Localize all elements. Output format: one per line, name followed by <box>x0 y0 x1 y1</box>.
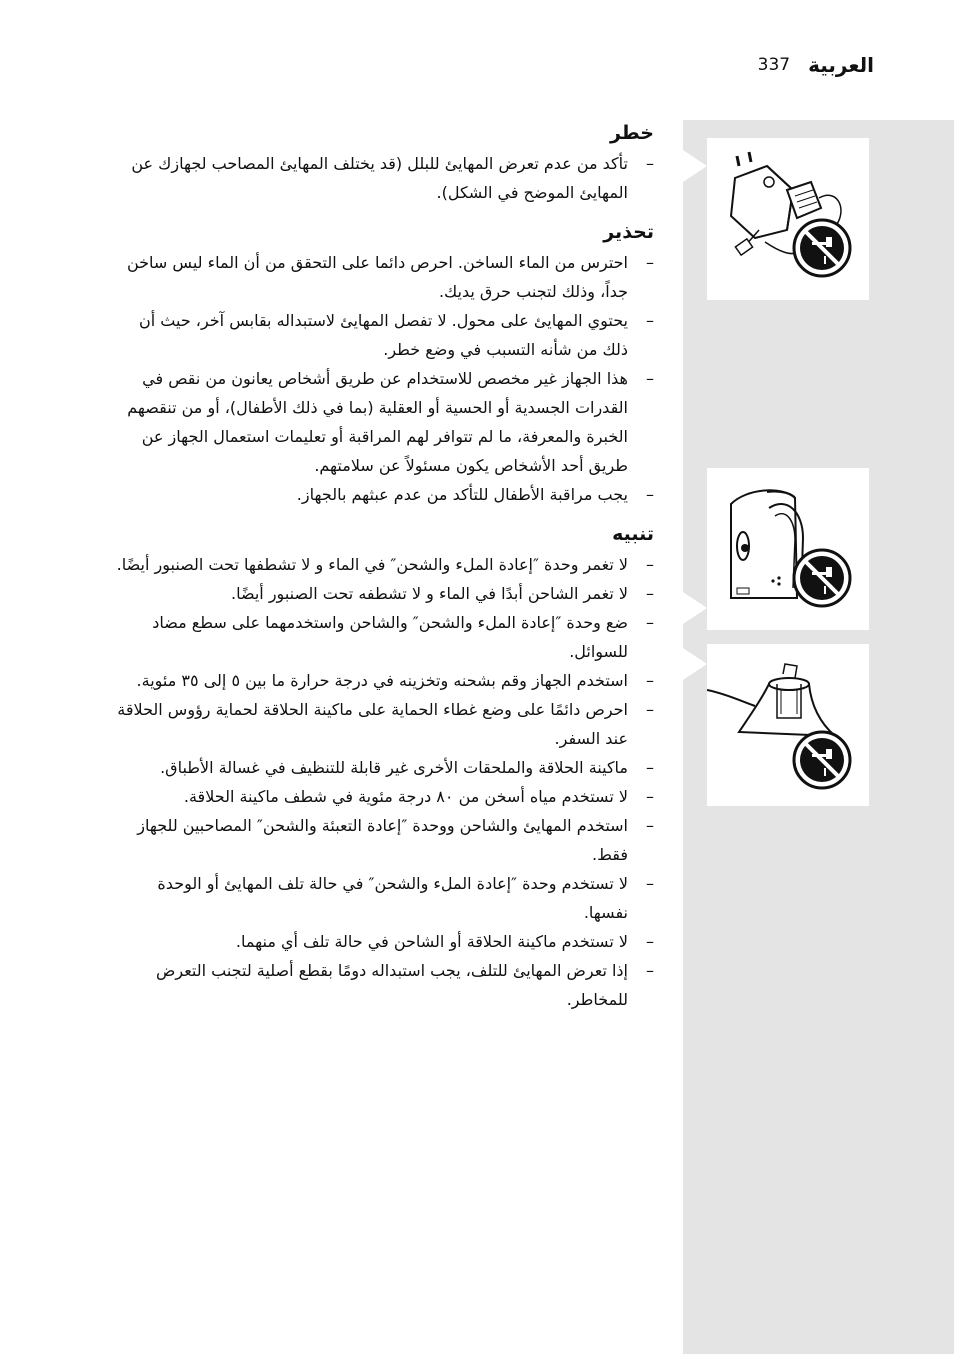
warning-list <box>109 248 654 509</box>
list-item: – إذا تعرض المهايئ للتلف، يجب استبداله دومًا بقطع أصلية لتجنب التعرض للمخاطر. <box>109 956 654 1014</box>
list-item: – هذا الجهاز غير مخصص للاستخدام عن طريق أشخاص يعانون من نقص في القدرات الجسدية أو الحسية أو العقلية (بما في ذلك الأطفال)، أو من تنقصهم الخبرة والمعرفة، ما لم تتوافر لهم المراقبة أو تعليمات استعمال الجهاز عن طريق أحد الأشخاص يكون مسئولاً عن سلامتهم. <box>109 364 654 480</box>
pointer-arrow-caution-1 <box>683 592 707 624</box>
list-item: – استخدم الجهاز وقم بشحنه وتخزينه في درجة حرارة ما بين ٥ إلى ٣٥ مئوية. <box>109 666 654 695</box>
page-number: 337 <box>757 55 791 75</box>
adapter-no-water-icon <box>707 138 869 300</box>
language-title: العربية <box>808 53 874 77</box>
list-item: – يحتوي المهايئ على محول. لا تفصل المهايئ لاستبداله بقابس آخر، حيث أن ذلك من شأنه التسبب في وضع خطر. <box>109 306 654 364</box>
list-item: – لا تستخدم وحدة ″إعادة الملء والشحن″ في حالة تلف المهايئ أو الوحدة نفسها. <box>109 869 654 927</box>
figure-refill-unit <box>707 468 869 630</box>
list-item: – احرص دائمًا على وضع غطاء الحماية على ماكينة الحلاقة لحماية رؤوس الحلاقة عند السفر. <box>109 695 654 753</box>
list-item: – يجب مراقبة الأطفال للتأكد من عدم عبثهم بالجهاز. <box>109 480 654 509</box>
caution-list <box>109 550 654 1014</box>
section-title-caution: تنبيه <box>612 523 654 545</box>
section-title-warning: تحذير <box>603 221 654 243</box>
list-item: – لا تغمر وحدة ″إعادة الملء والشحن″ في الماء و لا تشطفها تحت الصنبور أيضًا. <box>109 550 654 579</box>
list-item: – ضع وحدة ″إعادة الملء والشحن″ والشاحن واستخدمهما على سطع مضاد للسوائل. <box>109 608 654 666</box>
list-item: – لا تغمر الشاحن أبدًا في الماء و لا تشطفه تحت الصنبور أيضًا. <box>109 579 654 608</box>
pointer-arrow-danger <box>683 150 707 182</box>
list-item: – استخدم المهايئ والشاحن ووحدة ″إعادة التعبئة والشحن″ المصاحبين للجهاز فقط. <box>109 811 654 869</box>
section-title-danger: خطر <box>609 122 654 144</box>
pointer-arrow-caution-2 <box>683 648 707 680</box>
list-item: – تأكد من عدم تعرض المهايئ للبلل (قد يختلف المهايئ المصاحب لجهازك عن المهايئ الموضح في الشكل). <box>109 149 654 207</box>
figure-charger <box>707 644 869 806</box>
list-item: – لا تستخدم ماكينة الحلاقة أو الشاحن في حالة تلف أي منهما. <box>109 927 654 956</box>
list-item: – احترس من الماء الساخن. احرص دائما على التحقق من أن الماء ليس ساخن جداً، وذلك لتجنب حرق يديك. <box>109 248 654 306</box>
danger-list <box>109 149 654 207</box>
list-item: – ماكينة الحلاقة والملحقات الأخرى غير قابلة للتنظيف في غسالة الأطباق. <box>109 753 654 782</box>
figure-adapter <box>707 138 869 300</box>
page-header <box>758 50 874 80</box>
manual-content <box>109 118 654 1028</box>
charger-no-water-icon <box>707 644 869 806</box>
list-item: – لا تستخدم مياه أسخن من ٨٠ درجة مئوية في شطف ماكينة الحلاقة. <box>109 782 654 811</box>
refill-unit-no-water-icon <box>707 468 869 630</box>
